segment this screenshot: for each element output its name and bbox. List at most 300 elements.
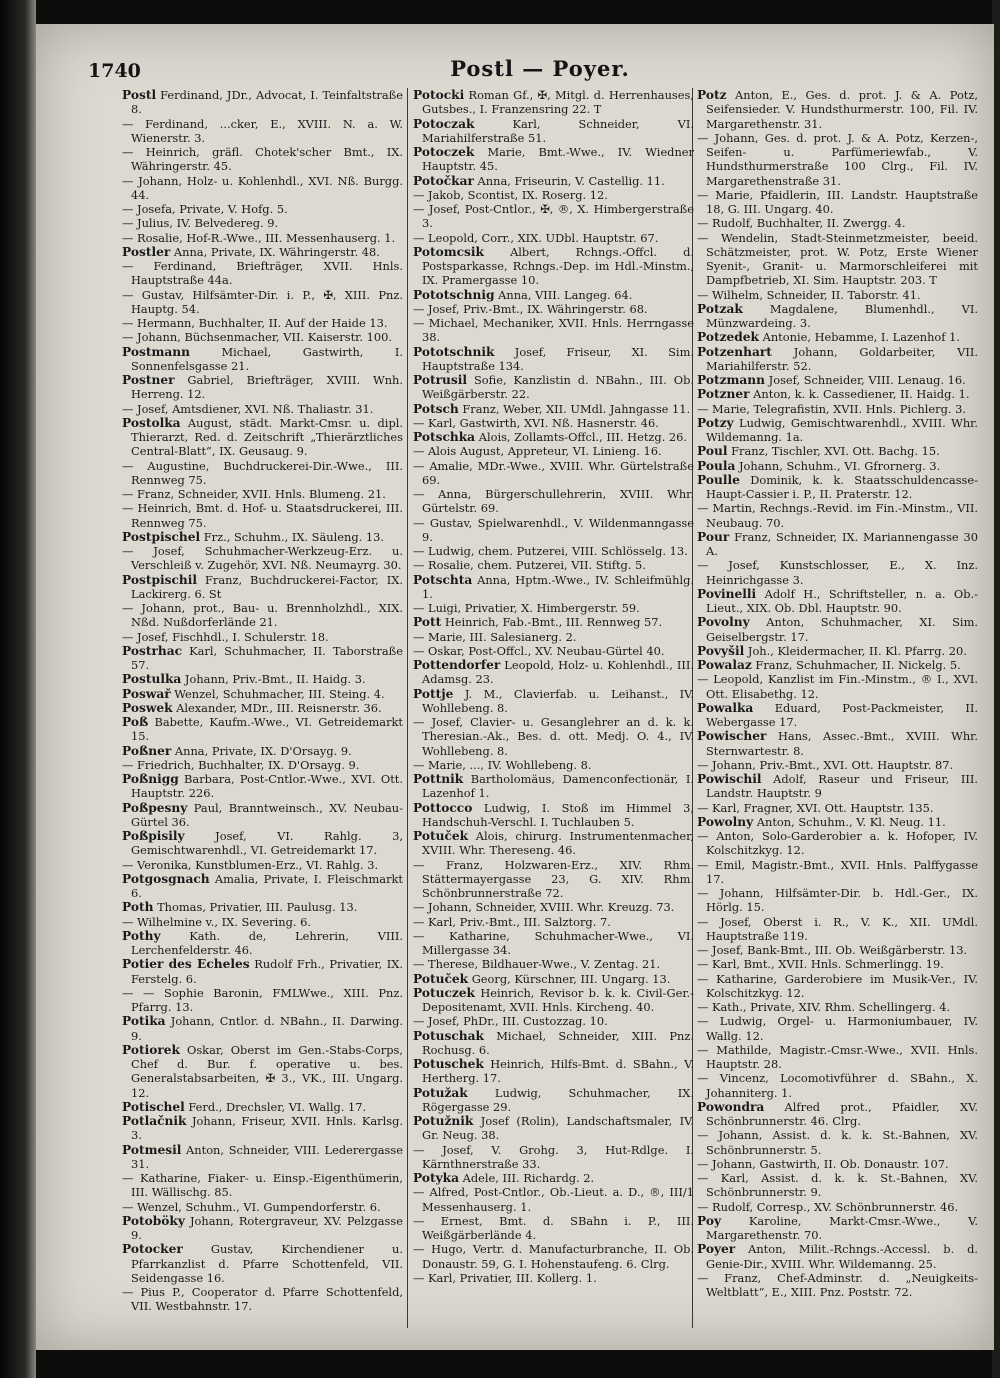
- directory-entry: [413, 630, 694, 644]
- directory-entry: [697, 1214, 978, 1243]
- entry-details: — Ludwig, chem. Putzerei, VIII. Schlösselg. 13.: [413, 544, 688, 558]
- directory-entry: [697, 957, 978, 971]
- entry-details: Franz, Weber, XII. UMdl. Jahngasse 11.: [458, 401, 691, 416]
- entry-details: — Marie, ..., IV. Wohllebeng. 8.: [413, 757, 592, 772]
- entry-details: Anton, E., Ges. d. prot. J. & A. Potz, Seifensieder. V. Hundsthurmerstr. 100, Fil. IV. Margarethenstr. 31.: [706, 88, 978, 131]
- entry-surname: Potschka: [413, 430, 476, 444]
- entry-surname: Potužnik: [413, 1114, 474, 1128]
- directory-entry: [122, 644, 403, 673]
- entry-details: Heinrich, Revisor b. k. k. Civil-Ger.-Depositenamt, XVII. Hnls. Kircheng. 40.: [422, 985, 694, 1014]
- entry-details: — Karl, Gastwirth, XVI. Nß. Hasnerstr. 46.: [413, 415, 659, 430]
- entry-surname: Potzak: [697, 301, 743, 316]
- directory-entry: [697, 1271, 978, 1300]
- directory-entry: [697, 402, 978, 416]
- entry-details: — Johann, Priv.-Bmt., XVI. Ott. Hauptstr. 87.: [697, 757, 954, 772]
- entry-details: — Josef, PhDr., III. Custozzag. 10.: [413, 1014, 608, 1029]
- directory-entry: [697, 644, 978, 658]
- entry-surname: Potzedek: [697, 330, 759, 345]
- directory-entry: [413, 88, 694, 117]
- directory-entry: [697, 530, 978, 559]
- directory-entry: [122, 1114, 403, 1143]
- entry-details: — Wilhelmine v., IX. Severing. 6.: [122, 914, 312, 929]
- entry-surname: Potzenhart: [697, 344, 772, 359]
- entry-details: Gabriel, Briefträger, XVIII. Wnh. Herreng. 12.: [131, 373, 403, 402]
- entry-surname: Postl: [122, 88, 157, 102]
- directory-entry: [122, 701, 403, 715]
- entry-surname: Pottnik: [413, 772, 464, 786]
- entry-details: — Julius, IV. Belvedereg. 9.: [122, 216, 279, 231]
- entry-details: Anton, Milit.-Rchngs.-Accessl. b. d. Genie-Dir., XVIII. Whr. Wildemanng. 25.: [706, 1242, 978, 1271]
- directory-entry: [122, 416, 403, 459]
- entry-surname: Poswek: [122, 700, 173, 715]
- directory-entry: [122, 345, 403, 374]
- entry-details: — Wilhelm, Schneider, II. Taborstr. 41.: [697, 287, 921, 302]
- entry-details: Heinrich, Hilfs-Bmt. d. SBahn., V. Hertherg. 17.: [422, 1057, 694, 1086]
- entry-surname: Poyer: [697, 1242, 736, 1257]
- entry-surname: Potocker: [122, 1242, 183, 1257]
- entry-surname: Potoczak: [413, 116, 475, 131]
- directory-entry: [122, 1214, 403, 1243]
- directory-entry: [122, 174, 403, 203]
- directory-entry: [697, 473, 978, 502]
- directory-entry: [413, 302, 694, 316]
- directory-entry: [122, 630, 403, 644]
- entry-details: Franz, Schneider, IX. Mariannengasse 30 A.: [706, 529, 978, 558]
- entry-details: Adolf, Raseur und Friseur, III. Landstr. Hauptstr. 9: [706, 772, 978, 801]
- entry-surname: Potyka: [413, 1171, 460, 1185]
- entry-surname: Postolka: [122, 415, 181, 430]
- entry-details: — Johann, Ges. d. prot. J. & A. Potz, Kerzen-, Seifen- u. Parfümeriewfab., V. Hundsthurmerstraße 100 Clrg., Fil. IV. Margarethenstraße 31.: [697, 130, 978, 188]
- directory-entry: [413, 957, 694, 971]
- directory-entry: [697, 345, 978, 374]
- page-number: 1740: [88, 60, 141, 82]
- entry-surname: Pottje: [413, 686, 454, 701]
- entry-details: Marie, Bmt.-Wwe., IV. Wiedner Hauptstr. 45.: [422, 145, 694, 174]
- entry-details: — Ludwig, Orgel- u. Harmoniumbauer, IV. Wallg. 12.: [697, 1014, 978, 1043]
- entry-details: — Hermann, Buchhalter, II. Auf der Haide 13.: [122, 316, 388, 330]
- entry-details: — Emil, Magistr.-Bmt., XVII. Hnls. Palffygasse 17.: [697, 857, 978, 886]
- entry-surname: Pottendorfer: [413, 658, 501, 672]
- entry-surname: Postpischel: [122, 529, 201, 544]
- entry-details: Eduard, Post-Packmeister, II. Webergasse 17.: [706, 700, 978, 729]
- directory-entry: [413, 174, 694, 188]
- entry-details: — Johann, Assist. d. k. k. St.-Bahnen, XV. Schönbrunnerstr. 5.: [697, 1128, 978, 1157]
- directory-column-1: [122, 88, 403, 1338]
- entry-details: — Josef, Kunstschlosser, E., X. Inz. Heinrichgasse 3.: [697, 558, 978, 587]
- entry-details: Karoline, Markt-Cmsr.-Wwe., V. Margarethenstr. 70.: [706, 1213, 978, 1242]
- directory-entry: [413, 858, 694, 901]
- scan-left-edge: [0, 0, 36, 1378]
- entry-details: — Karl, Bmt., XVII. Hnls. Schmerlingg. 19.: [697, 957, 944, 972]
- directory-entry: [413, 972, 694, 986]
- entry-surname: Potoczek: [413, 145, 475, 159]
- directory-entry: [413, 687, 694, 716]
- directory-entry: [122, 715, 403, 744]
- entry-details: Heinrich, Fab.-Bmt., III. Rennweg 57.: [441, 615, 663, 630]
- entry-details: Leopold, Holz- u. Kohlenhdl., III. Adamsg. 23.: [422, 658, 694, 687]
- entry-surname: Powischil: [697, 772, 762, 786]
- entry-surname: Postpischil: [122, 572, 198, 587]
- entry-details: Hans, Assec.-Bmt., XVIII. Whr. Sternwartestr. 8.: [706, 729, 978, 758]
- entry-surname: Potočkar: [413, 173, 474, 188]
- entry-surname: Potlačnik: [122, 1114, 187, 1128]
- entry-details: — Kath., Private, XIV. Rhm. Schellingerg. 4.: [697, 1000, 951, 1014]
- entry-details: Anton, Schuhm., V. Kl. Neug. 11.: [753, 814, 946, 829]
- directory-entry: [122, 373, 403, 402]
- entry-details: Thomas, Privatier, III. Paulusg. 13.: [153, 900, 358, 915]
- entry-details: — Katharine, Fiaker- u. Einsp.-Eigenthümerin, III. Wällischg. 85.: [122, 1171, 403, 1200]
- directory-entry: [122, 1143, 403, 1172]
- entry-surname: Potier des Echeles: [122, 957, 250, 972]
- entry-details: — Marie, Telegrafistin, XVII. Hnls. Pichlerg. 3.: [697, 401, 966, 416]
- entry-surname: Potmesil: [122, 1142, 182, 1157]
- entry-details: — Josef, V. Grohg. 3, Hut-Rdlge. I. Kärnthnerstraße 33.: [413, 1142, 694, 1171]
- directory-entry: [122, 801, 403, 830]
- entry-details: — Wenzel, Schuhm., VI. Gumpendorferstr. 6.: [122, 1199, 381, 1214]
- entry-surname: Potzner: [697, 387, 750, 402]
- directory-entry: [413, 915, 694, 929]
- directory-entry: [413, 245, 694, 288]
- entry-details: — Josef, Post-Cntlor., ✠, ®, X. Himbergerstraße 3.: [413, 202, 694, 231]
- entry-details: Karl, Schneider, VI. Mariahilferstraße 51.: [422, 116, 694, 145]
- entry-details: Johann, Cntlor. d. NBahn., II. Darwing. 9.: [131, 1014, 403, 1043]
- entry-details: — Marie, Pfaidlerin, III. Landstr. Hauptstraße 18, G. III. Ungarg. 40.: [697, 187, 978, 216]
- entry-details: Ludwig, I. Stoß im Himmel 3, Handschuh-Verschl. I. Tuchlauben 5.: [422, 800, 694, 829]
- directory-entry: [697, 615, 978, 644]
- entry-surname: Postmann: [122, 344, 190, 359]
- directory-entry: [697, 459, 978, 473]
- directory-entry: [697, 943, 978, 957]
- directory-entry: [697, 729, 978, 758]
- entry-details: Dominik, k. k. Staatsschuldencasse-Haupt-Cassier i. P., II. Praterstr. 12.: [706, 472, 978, 501]
- entry-details: — Josef, Clavier- u. Gesanglehrer an d. k. k. Theresian.-Ak., Bes. d. ott. Medj. O. 4., IV. Wohllebeng. 8.: [413, 715, 694, 758]
- directory-entry: [122, 544, 403, 573]
- entry-details: — Johann, Holz- u. Kohlenhdl., XVI. Nß. Burgg. 44.: [122, 173, 403, 202]
- entry-details: Alois, Zollamts-Offcl., III. Hetzg. 26.: [475, 430, 688, 444]
- directory-entry: [697, 1242, 978, 1271]
- entry-details: Bartholomäus, Damenconfectionär, I. Lazenhof 1.: [422, 772, 694, 801]
- entry-details: August, städt. Markt-Cmsr. u. dipl. Thierarzt, Red. d. Zeitschrift „Thierärztliches Central-Blatt“, IX. Geusaug. 9.: [131, 415, 403, 459]
- entry-details: — Katharine, Schuhmacher-Wwe., VI. Millergasse 34.: [413, 928, 694, 957]
- entry-details: Gustav, Kirchendiener u. Pfarrkanzlist d. Pfarre Schottenfeld, VII. Seidengasse 16.: [131, 1242, 403, 1285]
- entry-surname: Postner: [122, 373, 175, 387]
- directory-entry: [413, 1214, 694, 1243]
- directory-entry: [122, 288, 403, 317]
- directory-entry: [122, 601, 403, 630]
- directory-entry: [122, 772, 403, 801]
- entry-details: — Rudolf, Corresp., XV. Schönbrunnerstr. 46.: [697, 1199, 959, 1214]
- entry-surname: Poßpesny: [122, 800, 188, 815]
- entry-surname: Povinelli: [697, 586, 757, 601]
- entry-surname: Powischer: [697, 729, 767, 744]
- entry-surname: Pott: [413, 615, 442, 630]
- entry-details: — Anna, Bürgerschullehrerin, XVIII. Whr. Gürtelstr. 69.: [413, 487, 694, 516]
- directory-entry: [697, 829, 978, 858]
- directory-entry: [122, 858, 403, 872]
- entry-details: — Jakob, Scontist, IX. Roserg. 12.: [413, 187, 608, 202]
- entry-details: — Alois August, Appreteur, VI. Linieng. 16.: [413, 444, 662, 459]
- entry-details: — Johann, Gastwirth, II. Ob. Donaustr. 107.: [697, 1156, 949, 1171]
- directory-entry: [413, 202, 694, 231]
- directory-entry: [122, 402, 403, 416]
- entry-surname: Potsch: [413, 401, 459, 416]
- entry-details: — Leopold, Kanzlist im Fin.-Minstm., ® I., XVI. Ott. Elisabethg. 12.: [697, 672, 978, 701]
- directory-entry: [122, 1100, 403, 1114]
- directory-entry: [122, 986, 403, 1015]
- entry-details: Ludwig, Gemischtwarenhdl., XVIII. Whr. Wildemanng. 1a.: [706, 415, 978, 444]
- entry-details: — Oskar, Post-Offcl., XV. Neubau-Gürtel 40.: [413, 643, 665, 658]
- directory-entry: [697, 416, 978, 445]
- entry-surname: Poth: [122, 900, 154, 915]
- entry-details: J. M., Clavierfab. u. Leihanst., IV. Wohllebeng. 8.: [422, 686, 694, 715]
- directory-entry: [413, 1171, 694, 1185]
- entry-details: Oskar, Oberst im Gen.-Stabs-Corps, Chef d. Bur. f. operative u. bes. Generalstabsarbeiten, ✠ 3., VK., III. Ungarg. 12.: [131, 1042, 403, 1100]
- entry-details: — Josef, Bank-Bmt., III. Ob. Weißgärberstr. 13.: [697, 943, 968, 957]
- entry-surname: Potužak: [413, 1085, 468, 1100]
- directory-entry: [697, 1000, 978, 1014]
- entry-surname: Poßpisily: [122, 829, 185, 843]
- entry-details: — Gustav, Spielwarenhdl., V. Wildenmanngasse 9.: [413, 515, 694, 544]
- directory-entry: [697, 1171, 978, 1200]
- directory-entry: [697, 772, 978, 801]
- directory-entry: [413, 117, 694, 146]
- directory-entry: [413, 1057, 694, 1086]
- entry-surname: Poßner: [122, 743, 172, 758]
- directory-entry: [697, 1200, 978, 1214]
- entry-surname: Potzmann: [697, 373, 766, 387]
- directory-entry: [697, 972, 978, 1001]
- entry-details: — Therese, Bildhauer-Wwe., V. Zentag. 21.: [413, 957, 661, 972]
- entry-details: Franz, Tischler, XVI. Ott. Bachg. 15.: [727, 444, 940, 459]
- directory-entry: [697, 701, 978, 730]
- entry-details: — Johann, Schneider, XVIII. Whr. Kreuzg. 73.: [413, 900, 675, 915]
- entry-details: Paul, Branntweinsch., XV. Neubau-Gürtel 36.: [131, 800, 403, 829]
- entry-details: — Franz, Holzwaren-Erz., XIV. Rhm. Stättermayergasse 23, G. XIV. Rhm. Schönbrunnerstraße 72.: [413, 857, 694, 900]
- entry-details: — Anton, Solo-Garderobier a. k. Hofoper, IV. Kolschitzkyg. 12.: [697, 829, 978, 858]
- entry-details: Josef, Schneider, VIII. Lenaug. 16.: [765, 373, 966, 387]
- entry-surname: Poy: [697, 1213, 722, 1228]
- entry-details: — Ferdinand, Briefträger, XVII. Hnls. Hauptstraße 44a.: [122, 259, 403, 288]
- directory-entry: [413, 644, 694, 658]
- entry-details: — Rosalie, chem. Putzerei, VII. Stiftg. 5.: [413, 558, 646, 573]
- entry-details: — Rosalie, Hof-R.-Wwe., III. Messenhauserg. 1.: [122, 230, 396, 245]
- directory-entry: [413, 444, 694, 458]
- entry-details: — Amalie, MDr.-Wwe., XVIII. Whr. Gürtelstraße 69.: [413, 458, 694, 487]
- entry-details: Karl, Schuhmacher, II. Taborstraße 57.: [131, 643, 403, 672]
- entry-surname: Pottocco: [413, 800, 473, 815]
- column-divider: [407, 88, 408, 1328]
- entry-details: — Johann, Hilfsämter-Dir. b. Hdl.-Ger., IX. Hörlg. 15.: [697, 886, 978, 915]
- entry-surname: Potzy: [697, 415, 734, 430]
- entry-details: — Martin, Rechngs.-Revid. im Fin.-Minstm., VII. Neubaug. 70.: [697, 501, 978, 530]
- directory-entry: [697, 444, 978, 458]
- directory-entry: [413, 416, 694, 430]
- directory-entry: [413, 316, 694, 345]
- entry-details: Adolf H., Schriftsteller, n. a. Ob.-Lieut., XIX. Ob. Dbl. Hauptstr. 90.: [706, 586, 978, 615]
- entry-surname: Potschta: [413, 572, 473, 587]
- directory-entry: [122, 216, 403, 230]
- directory-entry: [122, 957, 403, 986]
- directory-entry: [697, 1014, 978, 1043]
- directory-entry: [413, 288, 694, 302]
- directory-entry: [413, 601, 694, 615]
- directory-entry: [697, 1100, 978, 1129]
- entry-surname: Potuschak: [413, 1028, 484, 1043]
- entry-details: — Augustine, Buchdruckerei-Dir.-Wwe., III. Rennweg 75.: [122, 458, 403, 487]
- directory-entry: [697, 302, 978, 331]
- entry-details: — Karl, Assist. d. k. k. St.-Bahnen, XV. Schönbrunnerstr. 9.: [697, 1171, 978, 1200]
- directory-entry: [122, 117, 403, 146]
- entry-details: — Hugo, Vertr. d. Manufacturbranche, II. Ob. Donaustr. 59, G. I. Hohenstaufeng. 6. Clrg.: [413, 1242, 694, 1271]
- directory-entry: [122, 687, 403, 701]
- entry-details: Joh., Kleidermacher, II. Kl. Pfarrg. 20.: [744, 643, 967, 658]
- directory-entry: [122, 316, 403, 330]
- entry-details: Albert, Rchngs.-Offcl. d. Postsparkasse, Rchngs.-Dep. im Hdl.-Minstm., IX. Pramergasse 10.: [422, 244, 694, 288]
- directory-entry: [413, 986, 694, 1015]
- entry-details: Josef, Friseur, XI. Sim. Hauptstraße 134.: [422, 344, 694, 373]
- directory-entry: [697, 1157, 978, 1171]
- directory-entry: [122, 88, 403, 117]
- directory-entry: [413, 758, 694, 772]
- entry-details: — Karl, Privatier, III. Kollerg. 1.: [413, 1270, 597, 1285]
- entry-details: — Wendelin, Stadt-Steinmetzmeister, beeid. Schätzmeister, prot. W. Potz, Erste Wiener Syenit-, Granit- u. Marmorschleiferei mit Dampfbetrieb, XI. Sim. Hauptstr. 203. T: [697, 230, 978, 288]
- entry-details: Franz, Schuhmacher, II. Nickelg. 5.: [751, 658, 961, 672]
- directory-entry: [413, 188, 694, 202]
- directory-entry: [413, 487, 694, 516]
- directory-entry: [697, 558, 978, 587]
- directory-entry: [413, 715, 694, 758]
- entry-details: — Karl, Priv.-Bmt., III. Salztorg. 7.: [413, 914, 611, 929]
- running-head: Postl — Poyer.: [450, 56, 630, 81]
- directory-entry: [413, 345, 694, 374]
- entry-details: Johann, Rotergraveur, XV. Pelzgasse 9.: [131, 1213, 403, 1242]
- directory-entry: [122, 573, 403, 602]
- directory-entry: [122, 501, 403, 530]
- entry-details: Sofie, Kanzlistin d. NBahn., III. Ob. Weißgärberstr. 22.: [422, 373, 694, 402]
- entry-surname: Poß: [122, 715, 149, 729]
- entry-surname: Potika: [122, 1014, 166, 1029]
- entry-details: Barbara, Post-Cntlor.-Wwe., XVI. Ott. Hauptstr. 226.: [131, 772, 403, 801]
- directory-entry: [413, 558, 694, 572]
- entry-surname: Pototschnik: [413, 344, 495, 359]
- directory-entry: [697, 1043, 978, 1072]
- entry-details: — Heinrich, gräfl. Chotek'scher Bmt., IX. Währingerstr. 45.: [122, 145, 403, 174]
- directory-entry: [413, 1029, 694, 1058]
- directory-entry: [697, 501, 978, 530]
- entry-details: — Heinrich, Bmt. d. Hof- u. Staatsdruckerei, III. Rennweg 75.: [122, 501, 403, 530]
- entry-details: Anna, Private, IX. D'Orsayg. 9.: [171, 743, 352, 758]
- entry-details: — Josefa, Private, V. Hofg. 5.: [122, 202, 288, 216]
- entry-details: — Josef, Oberst i. R., V. K., XII. UMdl. Hauptstraße 119.: [697, 914, 978, 943]
- entry-details: Wenzel, Schuhmacher, III. Steing. 4.: [170, 686, 385, 701]
- directory-entry: [697, 288, 978, 302]
- directory-entry: [122, 1014, 403, 1043]
- directory-entry: [413, 1271, 694, 1285]
- entry-details: Anna, VIII. Langeg. 64.: [494, 287, 633, 302]
- entry-surname: Postrhac: [122, 643, 183, 658]
- entry-surname: Potischel: [122, 1099, 185, 1114]
- directory-entry: [413, 373, 694, 402]
- directory-entry: [413, 829, 694, 858]
- entry-details: — Luigi, Privatier, X. Himbergerstr. 59.: [413, 601, 640, 615]
- directory-entry: [122, 744, 403, 758]
- entry-surname: Poßnigg: [122, 772, 179, 786]
- entry-surname: Pototschnig: [413, 287, 495, 302]
- directory-entry: [413, 459, 694, 488]
- entry-details: Kath. de, Lehrerin, VIII. Lerchenfelderstr. 46.: [131, 928, 403, 957]
- entry-surname: Powondra: [697, 1099, 765, 1114]
- directory-entry: [413, 929, 694, 958]
- entry-surname: Postler: [122, 244, 171, 259]
- entry-surname: Potrusil: [413, 373, 467, 387]
- entry-surname: Powalaz: [697, 658, 752, 672]
- directory-entry: [697, 373, 978, 387]
- entry-surname: Potomcsik: [413, 244, 484, 259]
- directory-entry: [697, 88, 978, 131]
- directory-entry: [122, 231, 403, 245]
- entry-details: Josef, VI. Rahlg. 3, Gemischtwarenhdl., VI. Getreidemarkt 17.: [131, 829, 403, 858]
- entry-surname: Postulka: [122, 672, 182, 687]
- entry-details: Ferdinand, JDr., Advocat, I. Teinfaltstraße 8.: [131, 88, 403, 117]
- entry-surname: Poswař: [122, 686, 171, 701]
- directory-entry: [413, 900, 694, 914]
- entry-details: — Michael, Mechaniker, XVII. Hnls. Herrngasse 38.: [413, 316, 694, 345]
- directory-entry: [122, 1171, 403, 1200]
- entry-details: — Josef, Schuhmacher-Werkzeug-Erz. u. Verschleiß v. Zugehör, XVI. Nß. Neumayrg. 30.: [122, 544, 403, 573]
- entry-surname: Potuček: [413, 829, 469, 843]
- entry-details: Anton, Schneider, VIII. Lederergasse 31.: [131, 1142, 403, 1171]
- directory-entry: [413, 1114, 694, 1143]
- entry-details: — Mathilde, Magistr.-Cmsr.-Wwe., XVII. Hnls. Hauptstr. 28.: [697, 1042, 978, 1071]
- directory-entry: [122, 330, 403, 344]
- directory-entry: [413, 145, 694, 174]
- directory-entry: [697, 758, 978, 772]
- entry-details: — Ernest, Bmt. d. SBahn i. P., III. Weißgärberlände 4.: [413, 1213, 694, 1242]
- directory-entry: [122, 459, 403, 488]
- entry-surname: Potoböky: [122, 1213, 185, 1228]
- directory-entry: [413, 402, 694, 416]
- entry-details: Babette, Kaufm.-Wwe., VI. Getreidemarkt 15.: [131, 715, 403, 744]
- directory-entry: [122, 758, 403, 772]
- entry-surname: Pour: [697, 529, 730, 544]
- directory-entry: [122, 1285, 403, 1314]
- entry-details: — Josef, Fischhdl., I. Schulerstr. 18.: [122, 629, 329, 644]
- entry-details: Georg, Kürschner, III. Ungarg. 13.: [468, 971, 671, 986]
- entry-details: Antonie, Hebamme, I. Lazenhof 1.: [759, 330, 960, 345]
- directory-entry: [122, 1200, 403, 1214]
- entry-details: Amalia, Private, I. Fleischmarkt 6.: [131, 871, 403, 900]
- directory-entry: [697, 216, 978, 230]
- directory-entry: [697, 801, 978, 815]
- entry-surname: Powalka: [697, 700, 754, 715]
- directory-entry: [122, 530, 403, 544]
- directory-entry: [122, 245, 403, 259]
- entry-surname: Powolny: [697, 814, 754, 829]
- directory-entry: [697, 587, 978, 616]
- directory-entry: [697, 815, 978, 829]
- entry-details: Anna, Friseurin, V. Castellig. 11.: [473, 173, 665, 188]
- entry-details: Franz, Buchdruckerei-Factor, IX. Lackirerg. 6. St: [131, 572, 403, 601]
- directory-entry: [697, 1128, 978, 1157]
- entry-details: Alois, chirurg. Instrumentenmacher, XVIII. Whr. Thereseng. 46.: [422, 829, 694, 858]
- directory-entry: [413, 658, 694, 687]
- entry-surname: Poulle: [697, 472, 740, 487]
- entry-details: — Friedrich, Buchhalter, IX. D'Orsayg. 9.: [122, 757, 360, 772]
- directory-entry: [122, 145, 403, 174]
- entry-surname: Potuczek: [413, 985, 475, 1000]
- entry-details: Anna, Hptm.-Wwe., IV. Schleifmühlg. 1.: [422, 572, 694, 601]
- directory-entry: [697, 387, 978, 401]
